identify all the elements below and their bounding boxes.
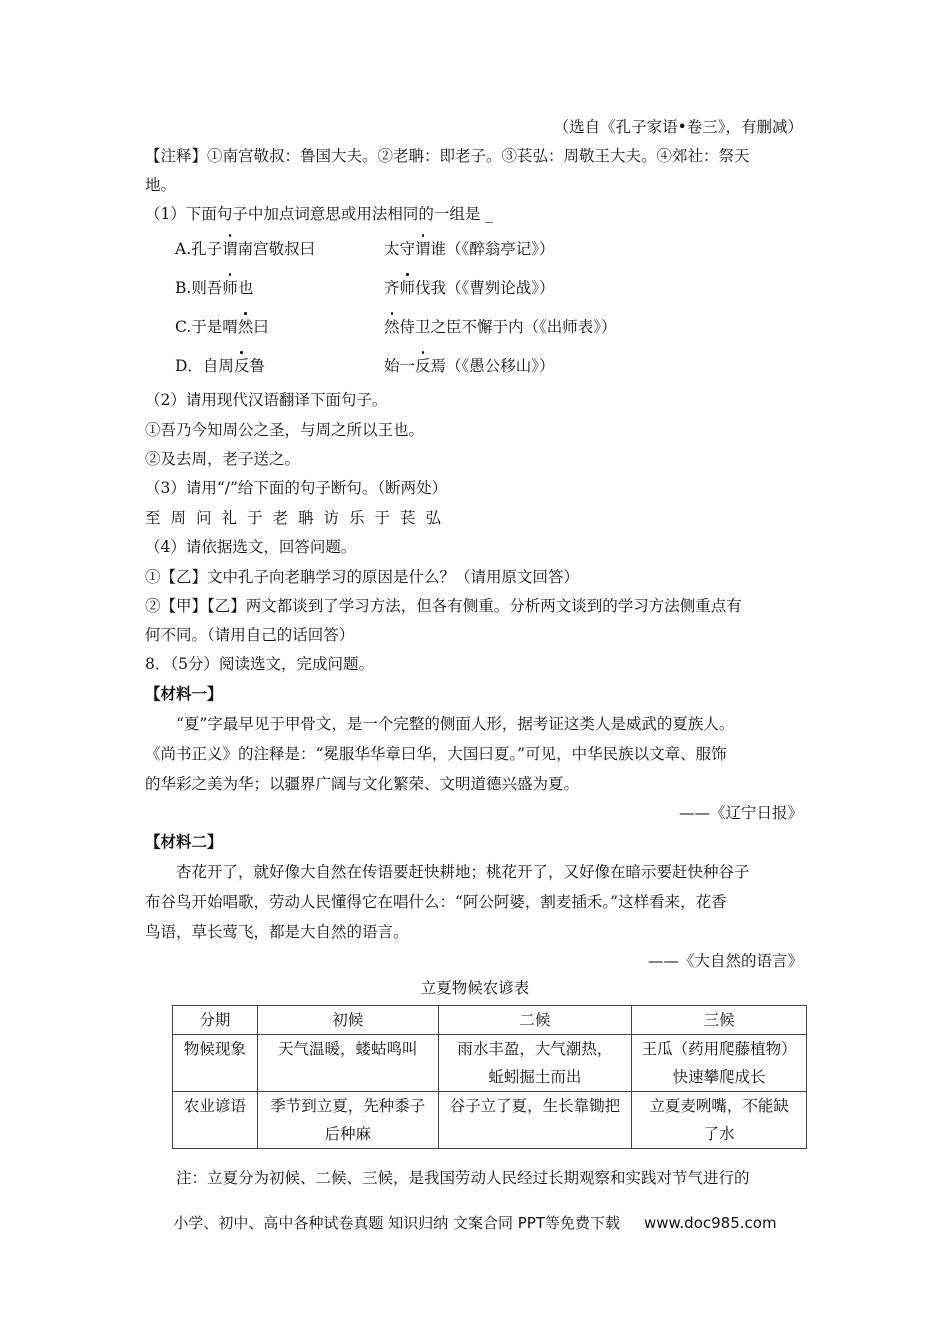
notes-line-2: 地。 (145, 176, 177, 194)
table-header-cell: 初候 (257, 1006, 438, 1035)
q4-sentence-1: ①【乙】文中孔子向老聃学习的原因是什么？（请用原文回答） (145, 568, 580, 586)
phenology-table (172, 1005, 807, 1149)
material-1-line-3: 的华彩之美为华；以疆界广阔与文化繁荣、文明道德兴盛为夏。 (145, 775, 580, 793)
table-cell: 立夏麦咧嘴，不能缺 了水 (632, 1092, 807, 1149)
emphasis-dot-word: 师 (399, 279, 416, 297)
q3-stem: （3）请用“/”给下面的句子断句。（断两处） (145, 479, 448, 497)
notes-line-1: 【注释】①南宫敬叔：鲁国大夫。②老聃：即老子。③苌弘：周敬王大夫。④郊社：祭天 (145, 147, 750, 165)
source-line: （选自《孔子家语•卷三》，有删减） (553, 118, 803, 136)
emphasis-dot-word: 谓 (222, 240, 238, 258)
table-header-row (173, 1006, 807, 1035)
table-cell: 王瓜（药用爬藤植物） 快速攀爬成长 (632, 1035, 807, 1092)
table-row (173, 1092, 807, 1149)
table-header-cell: 二候 (438, 1006, 632, 1035)
material-1-line-1: “夏”字最早见于甲骨文，是一个完整的侧面人形，据考证这类人是威武的夏族人。 (176, 715, 735, 733)
q8-stem: 8．（5分）阅读选文，完成问题。 (145, 655, 374, 673)
q1-option-c-left: C.于是喟然曰 (175, 318, 269, 336)
table-header-cell: 分期 (173, 1006, 258, 1035)
q4-stem: （4）请依据选文，回答问题。 (145, 538, 357, 556)
emphasis-dot-word: 然 (237, 318, 254, 336)
emphasis-dot-word: 反 (415, 357, 431, 375)
table-row (173, 1035, 807, 1092)
table-cell: 雨水丰盈，大气潮热， 蚯蚓掘土而出 (438, 1035, 632, 1092)
material-2-source: ——《大自然的语言》 (647, 952, 803, 970)
q3-sentence: 至周问礼于老聃访乐于苌弘 (145, 509, 452, 527)
emphasis-dot-word: 反 (233, 357, 250, 375)
material-2-line-3: 鸟语，草长莺飞，都是大自然的语言。 (145, 923, 409, 941)
material-1-source: ——《辽宁日报》 (678, 804, 803, 822)
q2-stem: （2）请用现代汉语翻译下面句子。 (145, 391, 388, 409)
table-note: 注：立夏分为初候、二候、三候，是我国劳动人民经过长期观察和实践对节气进行的 (176, 1169, 750, 1187)
page-footer (0, 1212, 950, 1233)
footer-url[interactable]: www.doc985.com (643, 1214, 777, 1232)
q1-option-b-left: B.则吾师也 (175, 279, 254, 297)
q1-option-b-right: 齐师伐我（《曹刿论战》） (384, 279, 555, 297)
table-header-cell: 三候 (632, 1006, 807, 1035)
table-cell: 季节到立夏，先种黍子 后种麻 (257, 1092, 438, 1149)
q1-option-a-left: A.孔子谓南宫敬叔曰 (175, 240, 316, 258)
q1-option-d-left: D．自周反鲁 (175, 357, 265, 375)
material-2-line-1: 杏花开了，就好像大自然在传语要赶快耕地；桃花开了，又好像在暗示要赶快种谷子 (176, 863, 750, 881)
material-1-title: 【材料一】 (145, 684, 223, 703)
table-title: 立夏物候农谚表 (420, 979, 530, 997)
q1-option-d-right: 始一反焉（《愚公移山》） (384, 357, 555, 375)
material-2-line-2: 布谷鸟开始唱歌，劳动人民懂得它在唱什么：“阿公阿婆，割麦插禾。”这样看来，花香 (145, 893, 727, 911)
material-2-title: 【材料二】 (145, 832, 223, 851)
q4-sentence-2-line-2: 何不同。（请用自己的话回答） (145, 626, 355, 644)
q1-option-a-right: 太守谓谁（《醉翁亭记》） (384, 240, 555, 258)
emphasis-dot-word: 然 (384, 318, 400, 336)
emphasis-dot-word: 谓 (415, 240, 431, 258)
material-1-line-2: 《尚书正义》的注释是：“冕服华华章曰华，大国曰夏。”可见，中华民族以文章、服饰 (145, 745, 727, 763)
table-cell: 天气温暖，蝼蛄鸣叫 (257, 1035, 438, 1092)
q1-option-c-right: 然侍卫之臣不懈于内（《出师表》） (384, 318, 617, 336)
q2-sentence-2: ②及去周，老子送之。 (145, 450, 301, 468)
table-row-label: 物候现象 (173, 1035, 258, 1092)
table-cell: 谷子立了夏，生长靠锄把 (438, 1092, 632, 1149)
emphasis-dot-word: 师 (222, 279, 238, 297)
footer-text: 小学、初中、高中各种试卷真题 知识归纳 文案合同 PPT等免费下载 (173, 1214, 620, 1232)
q1-stem: （1）下面句子中加点词意思或用法相同的一组是 _ (145, 205, 494, 223)
q4-sentence-2-line-1: ②【甲】【乙】两文都谈到了学习方法，但各有侧重。分析两文谈到的学习方法侧重点有 (145, 597, 742, 615)
q2-sentence-1: ①吾乃今知周公之圣，与周之所以王也。 (145, 421, 425, 439)
table-row-label: 农业谚语 (173, 1092, 258, 1149)
